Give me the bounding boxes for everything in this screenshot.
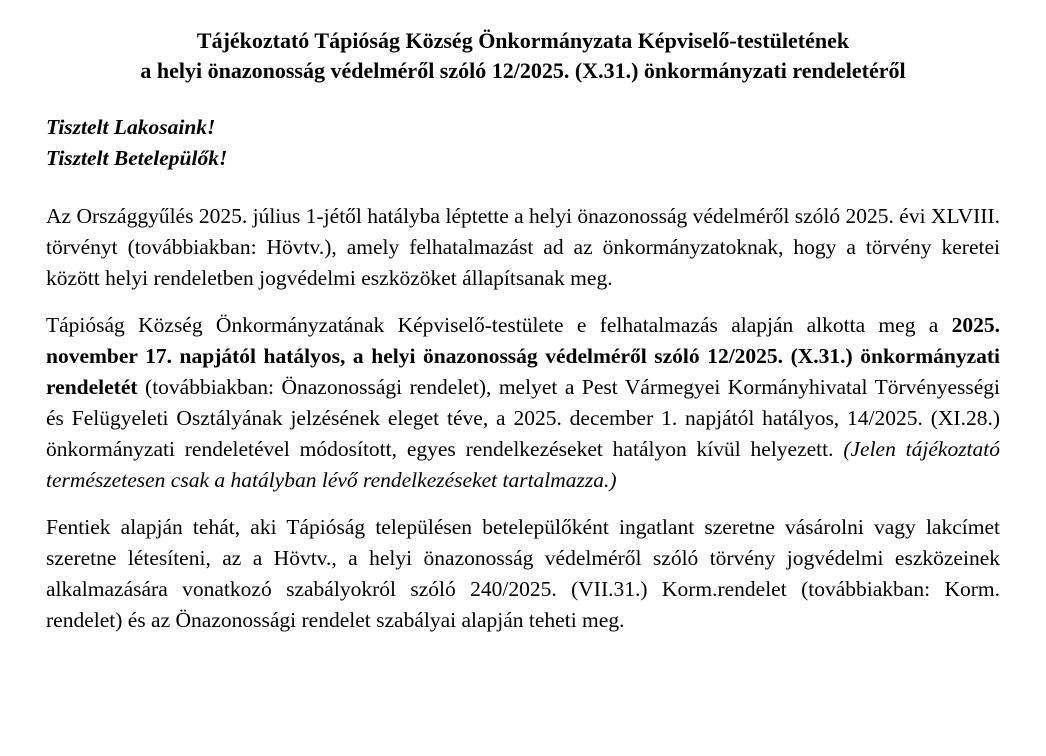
salutation-line-2: Tisztelt Betelepülők! bbox=[46, 146, 228, 170]
paragraph-law-introduction bbox=[46, 201, 1000, 294]
title-line-1: Tájékoztató Tápióság Község Önkormányzata Képviselő-testületének bbox=[196, 28, 850, 53]
paragraph-local-decree bbox=[46, 310, 1000, 496]
text-run-normal: Az Országgyűlés 2025. július 1-jétől hatályba léptette a helyi önazonosság védelméről szóló 2025. évi XLVIII. törvényt (továbbiakban: Hövtv.), amely felhatalmazást ad az önkormányzatoknak, hogy a törvény keretei között helyi rendeletben jogvédelmi eszközöket állapítsanak meg. bbox=[46, 204, 1000, 290]
text-run-normal: Tápióság Község Önkormányzatának Képviselő-testülete e felhatalmazás alapján alkotta meg a bbox=[46, 313, 952, 337]
text-run-bold: 2025. november 17. napjától hatályos, a helyi önazonosság védelméről szóló 12/2025. (X.31.) önkormányzati rendeletét bbox=[46, 313, 1000, 399]
document-page bbox=[0, 26, 1046, 756]
text-run-italic: (Jelen tájékoztató természetesen csak a hatályban lévő rendelkezéseket tartalmazza.) bbox=[46, 437, 1001, 492]
salutation-block bbox=[46, 112, 1000, 174]
salutation-line-1: Tisztelt Lakosaink! bbox=[46, 115, 216, 139]
text-run-normal: Fentiek alapján tehát, aki Tápióság településen betelepülőként ingatlant szeretne vásárolni vagy lakcímet szeretne létesíteni, az a Hövtv., a helyi önazonosság védelméről szóló törvény jogvédelmi eszközeinek alkalmazására vonatkozó szabályokról szóló 240/2025. (VII.31.) Korm.rendelet (továbbiakban: Korm. rendelet) és az Önazonossági rendelet szabályai alapján teheti meg. bbox=[46, 515, 1000, 632]
paragraph-settlement-rules bbox=[46, 512, 1000, 636]
document-title bbox=[46, 26, 1000, 86]
title-line-2: a helyi önazonosság védelméről szóló 12/2025. (X.31.) önkormányzati rendeletéről bbox=[140, 58, 906, 83]
text-run-normal: (továbbiakban: Önazonossági rendelet), melyet a Pest Vármegyei Kormányhivatal Törvényességi és Felügyeleti Osztályának jelzésének eleget téve, a 2025. december 1. napjától hatályos, 14/2025. (XI.28.) önkormányzati rendeletével módosított, egyes rendelkezéseket hatályon kívül helyezett. bbox=[46, 375, 1000, 461]
